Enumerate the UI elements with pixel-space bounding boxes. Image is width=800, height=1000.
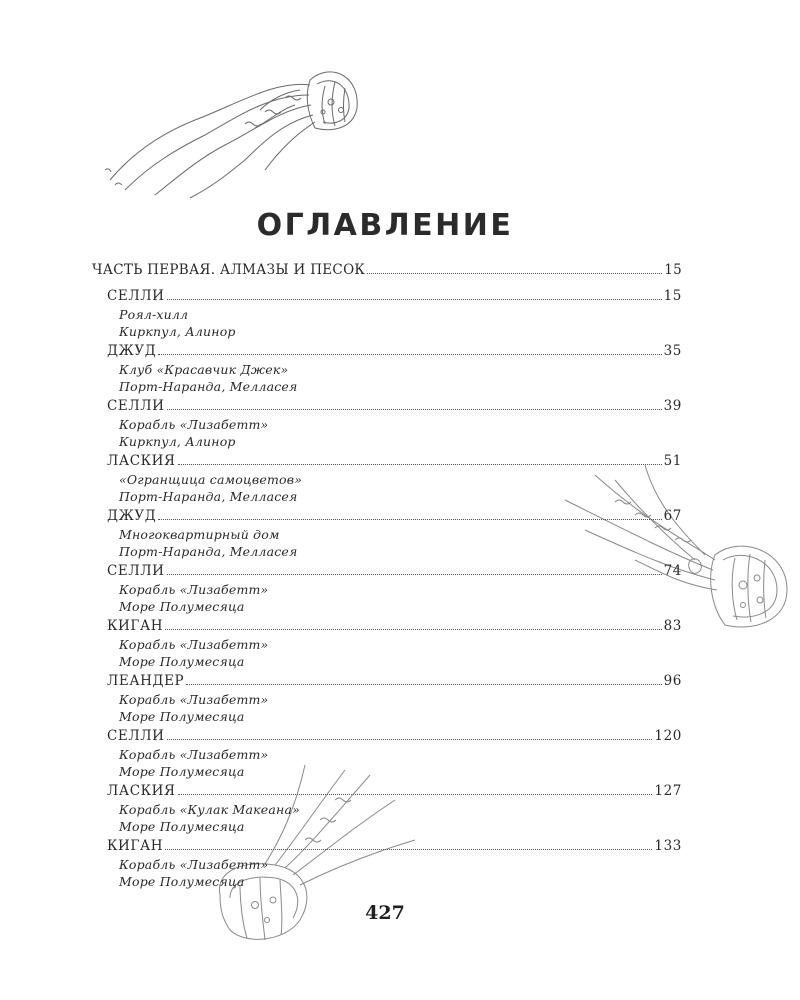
toc-entry-page: 133 — [654, 838, 682, 854]
toc-entry[interactable] — [107, 398, 682, 453]
toc-entry-page: 74 — [663, 563, 682, 579]
toc-entry-location: Море Полумесяца — [119, 763, 245, 779]
toc-entry[interactable] — [107, 453, 682, 508]
toc-entry[interactable] — [107, 673, 682, 728]
toc-entry[interactable] — [107, 288, 682, 343]
toc-entry-page: 96 — [663, 673, 682, 689]
toc-entry-place: Корабль «Лизабетт» — [119, 857, 269, 872]
toc-entry[interactable] — [107, 343, 682, 398]
dot-leader — [167, 299, 662, 300]
dot-leader — [178, 794, 653, 795]
toc-entry-name: КИГАН — [107, 618, 164, 634]
toc-entry-name: КИГАН — [107, 838, 164, 854]
toc-entry-location: Море Полумесяца — [119, 598, 245, 614]
dot-leader — [367, 273, 662, 274]
toc-entry-place: Многоквартирный дом — [119, 527, 280, 542]
toc-entry-name: СЕЛЛИ — [107, 728, 165, 744]
toc-entry-page: 51 — [663, 453, 682, 469]
toc-entry-name: ЛАСКИЯ — [107, 453, 176, 469]
dot-leader — [158, 354, 661, 355]
toc-entry-location: Море Полумесяца — [119, 653, 245, 669]
toc-entry-place: Корабль «Лизабетт» — [119, 747, 269, 762]
toc-entry[interactable] — [107, 783, 682, 838]
toc-entry-page: 120 — [654, 728, 682, 744]
page-title: ОГЛАВЛЕНИЕ — [256, 208, 514, 243]
dot-leader — [158, 519, 661, 520]
toc-entry-place: Корабль «Лизабетт» — [119, 692, 269, 707]
toc-entry-location: Море Полумесяца — [119, 708, 245, 724]
toc-entry-name: СЕЛЛИ — [107, 563, 165, 579]
toc-entry-name: СЕЛЛИ — [107, 288, 165, 304]
toc-part-title: ЧАСТЬ ПЕРВАЯ. АЛМАЗЫ И ПЕСОК — [92, 262, 366, 278]
table-of-contents — [92, 262, 682, 893]
toc-entry-place: Корабль «Лизабетт» — [119, 417, 269, 432]
toc-entry-location: Море Полумесяца — [119, 818, 245, 834]
dot-leader — [165, 849, 652, 850]
toc-part-line[interactable] — [92, 262, 682, 282]
toc-entry-name: СЕЛЛИ — [107, 398, 165, 414]
dot-leader — [167, 739, 653, 740]
toc-entry-name: ДЖУД — [107, 343, 157, 359]
toc-entry-page: 83 — [663, 618, 682, 634]
toc-entry-name: ДЖУД — [107, 508, 157, 524]
toc-entry-place: Корабль «Лизабетт» — [119, 637, 269, 652]
toc-entry-name: ЛАСКИЯ — [107, 783, 176, 799]
toc-entry-location: Киркпул, Алинор — [119, 323, 236, 339]
toc-entry-place: Корабль «Лизабетт» — [119, 582, 269, 597]
toc-entry-location: Киркпул, Алинор — [119, 433, 236, 449]
toc-entry[interactable] — [107, 838, 682, 893]
jellyfish-illustration-top — [95, 50, 365, 200]
dot-leader — [167, 574, 662, 575]
toc-entry[interactable] — [107, 728, 682, 783]
toc-entry-name: ЛЕАНДЕР — [107, 673, 185, 689]
toc-entry[interactable] — [107, 618, 682, 673]
toc-entry[interactable] — [107, 508, 682, 563]
toc-entry-location: Море Полумесяца — [119, 873, 245, 889]
toc-entry-place: «Огранщица самоцветов» — [119, 472, 303, 487]
toc-entry[interactable] — [107, 563, 682, 618]
toc-entry-location: Порт-Наранда, Мелласея — [119, 378, 298, 394]
toc-entry-place: Корабль «Кулак Макеана» — [119, 802, 300, 817]
toc-entry-page: 127 — [654, 783, 682, 799]
toc-entry-page: 35 — [663, 343, 682, 359]
dot-leader — [178, 464, 662, 465]
toc-entry-page: 15 — [663, 288, 682, 304]
toc-part-page: 15 — [664, 262, 682, 278]
toc-entry-location: Порт-Наранда, Мелласея — [119, 543, 298, 559]
toc-entry-page: 67 — [663, 508, 682, 524]
toc-entry-place: Роял-хилл — [119, 307, 189, 322]
dot-leader — [167, 409, 662, 410]
toc-entry-place: Клуб «Красавчик Джек» — [119, 362, 289, 377]
toc-entry-page: 39 — [663, 398, 682, 414]
dot-leader — [165, 629, 661, 630]
dot-leader — [186, 684, 661, 685]
toc-entry-location: Порт-Наранда, Мелласея — [119, 488, 298, 504]
page-number: 427 — [365, 902, 405, 924]
